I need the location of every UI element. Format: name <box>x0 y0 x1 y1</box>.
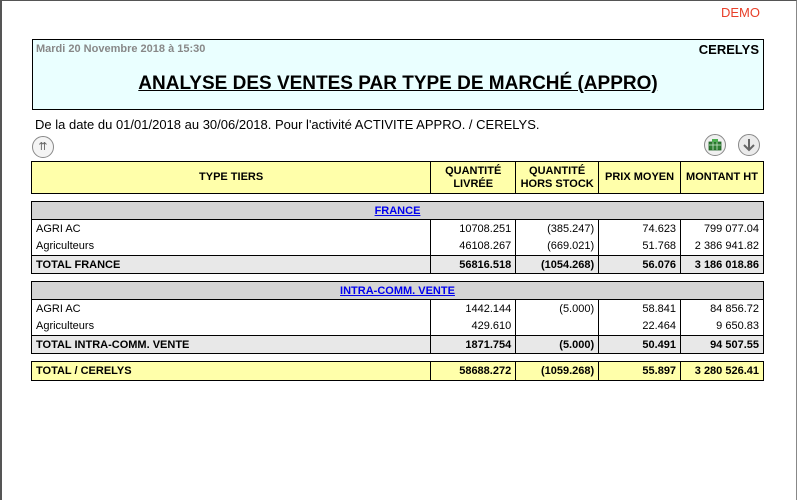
cell-qty: 1442.144 <box>431 300 516 318</box>
cell-amount: 2 386 941.82 <box>681 238 764 256</box>
grand-total-amount: 3 280 526.41 <box>681 362 764 381</box>
total-price: 50.491 <box>599 336 681 354</box>
download-icon[interactable] <box>738 134 760 156</box>
total-row <box>32 256 764 274</box>
total-qty: 56816.518 <box>431 256 516 274</box>
grand-total-qty: 58688.272 <box>431 362 516 381</box>
cell-qty: 46108.267 <box>431 238 516 256</box>
cell-type: AGRI AC <box>32 300 431 318</box>
cell-qty: 10708.251 <box>431 220 516 238</box>
total-amount: 3 186 018.86 <box>681 256 764 274</box>
collapse-up-icon[interactable]: ⇈ <box>32 136 54 158</box>
grand-total-label: TOTAL / CERELYS <box>32 362 431 381</box>
section-france <box>31 201 764 274</box>
cell-price: 51.768 <box>599 238 681 256</box>
cell-price: 58.841 <box>599 300 681 318</box>
total-label: TOTAL INTRA-COMM. VENTE <box>32 336 431 354</box>
table-row <box>32 220 764 238</box>
company-name: CERELYS <box>698 42 759 57</box>
table-row <box>32 238 764 256</box>
table-row <box>32 318 764 336</box>
report-subtitle: De la date du 01/01/2018 au 30/06/2018. Pour l'activité ACTIVITE APPRO. / CERELYS. <box>35 117 540 132</box>
cell-amount: 9 650.83 <box>681 318 764 336</box>
grand-total-hs: (1059.268) <box>516 362 599 381</box>
excel-export-icon[interactable] <box>704 134 726 156</box>
cell-hs: (5.000) <box>516 300 599 318</box>
cell-hs: (669.021) <box>516 238 599 256</box>
total-hs: (1054.268) <box>516 256 599 274</box>
section-title <box>32 202 764 220</box>
section-title <box>32 282 764 300</box>
grand-total-price: 55.897 <box>599 362 681 381</box>
col-quantite-hors-stock: QUANTITÉ HORS STOCK <box>516 162 599 194</box>
cell-price: 74.623 <box>599 220 681 238</box>
total-label: TOTAL FRANCE <box>32 256 431 274</box>
grand-total-table <box>31 361 764 381</box>
total-price: 56.076 <box>599 256 681 274</box>
cell-amount: 799 077.04 <box>681 220 764 238</box>
cell-amount: 84 856.72 <box>681 300 764 318</box>
cell-qty: 429.610 <box>431 318 516 336</box>
demo-watermark: DEMO <box>721 5 760 20</box>
cell-hs: (385.247) <box>516 220 599 238</box>
table-row <box>32 300 764 318</box>
total-amount: 94 507.55 <box>681 336 764 354</box>
col-type-tiers: TYPE TIERS <box>32 162 431 194</box>
report-header <box>32 39 764 110</box>
section-link-france[interactable]: FRANCE <box>374 204 421 217</box>
col-prix-moyen: PRIX MOYEN <box>599 162 681 194</box>
col-quantite-livree: QUANTITÉ LIVRÉE <box>431 162 516 194</box>
cell-type: Agriculteurs <box>32 318 431 336</box>
section-intra-comm <box>31 281 764 354</box>
cell-hs <box>516 318 599 336</box>
total-hs: (5.000) <box>516 336 599 354</box>
total-qty: 1871.754 <box>431 336 516 354</box>
cell-type: AGRI AC <box>32 220 431 238</box>
report-title: ANALYSE DES VENTES PAR TYPE DE MARCHÉ (APPRO) <box>138 73 658 94</box>
col-montant-ht: MONTANT HT <box>681 162 764 194</box>
section-link-intra-comm[interactable]: INTRA-COMM. VENTE <box>340 284 455 297</box>
cell-type: Agriculteurs <box>32 238 431 256</box>
column-header-table <box>31 161 764 194</box>
grand-total-row <box>32 362 764 381</box>
total-row <box>32 336 764 354</box>
report-date: Mardi 20 Novembre 2018 à 15:30 <box>36 43 206 55</box>
cell-price: 22.464 <box>599 318 681 336</box>
